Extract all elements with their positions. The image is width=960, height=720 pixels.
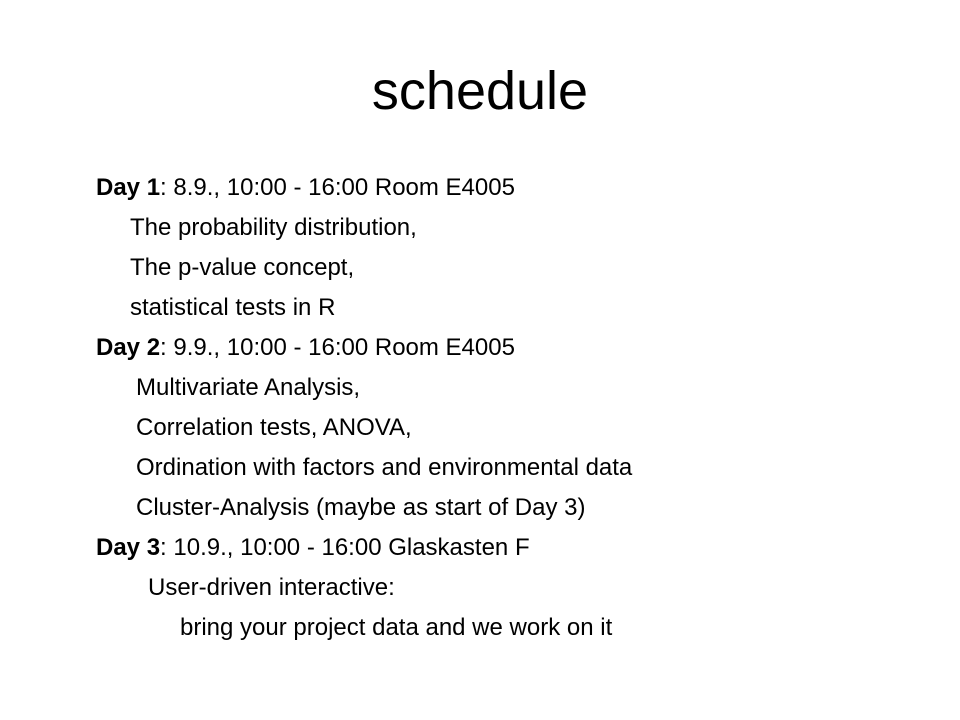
day-1-label: Day 1 [96,174,161,201]
day-1-topic: The p-value concept, [130,254,355,281]
day-2-topic: Multivariate Analysis, [136,374,361,401]
day-2-topic: Correlation tests, ANOVA, [136,414,412,441]
day-3-topic: User-driven interactive: [148,574,395,601]
day-2-topic: Cluster-Analysis (maybe as start of Day 3) [136,494,586,521]
day-3-details: : 10.9., 10:00 - 16:00 Glaskasten F [160,534,530,561]
day-2-topic: Ordination with factors and environmental data [136,454,633,481]
day-1-details: : 8.9., 10:00 - 16:00 Room E4005 [160,174,515,201]
day-3-topic: bring your project data and we work on it [180,614,613,641]
day-2-heading [96,328,916,368]
day-3-heading [96,528,916,568]
day-2-label: Day 2 [96,334,161,361]
schedule-content [96,168,916,648]
day-3-label: Day 3 [96,534,161,561]
day-1-topic: statistical tests in R [130,294,336,321]
slide-title: schedule [371,61,589,121]
day-1-topic: The probability distribution, [130,214,417,241]
day-1-heading [96,168,916,208]
day-2-details: : 9.9., 10:00 - 16:00 Room E4005 [160,334,515,361]
